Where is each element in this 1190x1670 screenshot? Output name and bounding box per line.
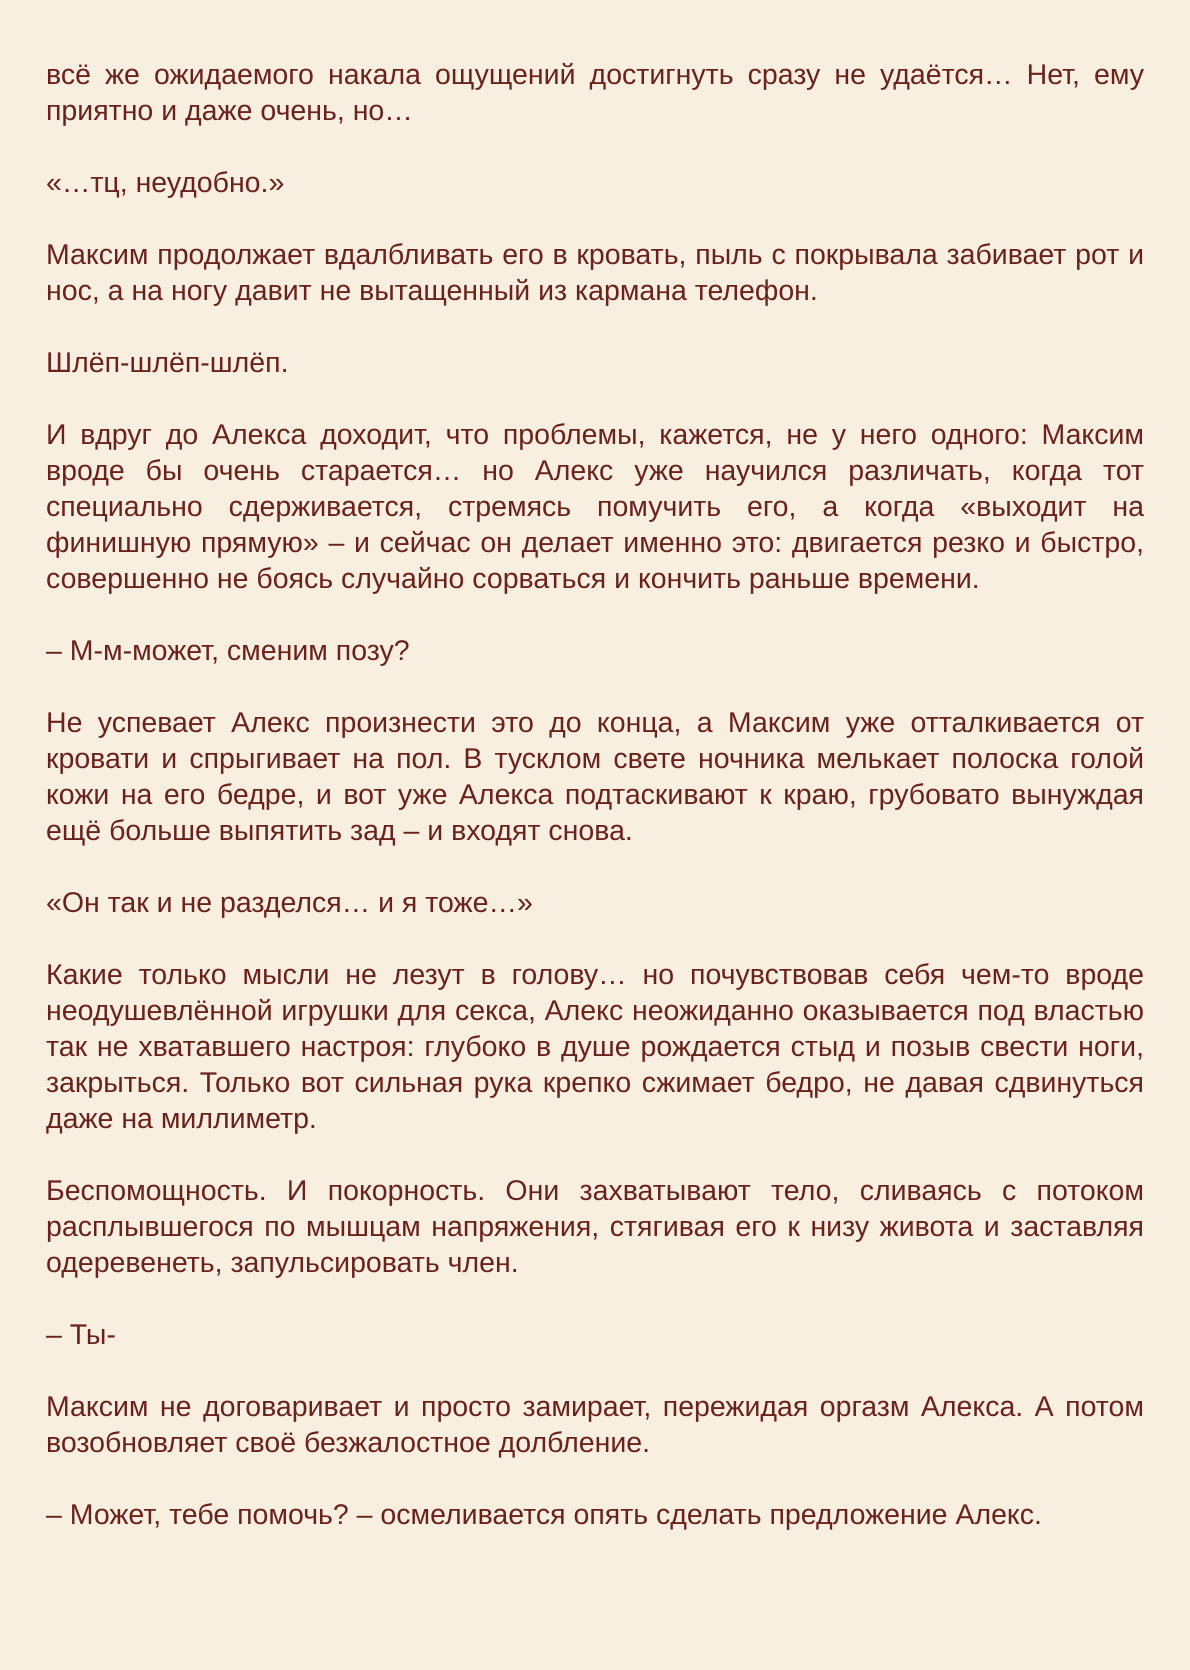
paragraph: Беспомощность. И покорность. Они захватывают тело, сливаясь с потоком расплывшегося по мышцам напряжения, стягивая его к низу живота и заставляя одеревенеть, запульсировать член. (46, 1175, 1144, 1279)
paragraph: Максим не договаривает и просто замирает, пережидая оргазм Алекса. А потом возобновляет своё безжалостное долбление. (46, 1391, 1144, 1459)
paragraph: «Он так и не разделся… и я тоже…» (46, 887, 533, 919)
paragraph: – М-м-может, сменим позу? (46, 635, 410, 667)
paragraph: «…тц, неудобно.» (46, 167, 285, 199)
paragraph: Какие только мысли не лезут в голову… но почувствовав себя чем-то вроде неодушевлённой игрушки для секса, Алекс неожиданно оказывается под властью так не хватавшего настроя: глубоко в душе рождается стыд и позыв свести ноги, закрыться. Только вот сильная рука крепко сжимает бедро, не давая сдвинуться даже на миллиметр. (46, 959, 1144, 1135)
paragraph: – Ты- (46, 1319, 116, 1351)
paragraph: – Может, тебе помочь? – осмеливается опять сделать предложение Алекс. (46, 1499, 1042, 1531)
paragraph: И вдруг до Алекса доходит, что проблемы, кажется, не у него одного: Максим вроде бы очень старается… но Алекс уже научился различать, когда тот специально сдерживается, стремясь помучить его, а когда «выходит на финишную прямую» – и сейчас он делает именно это: двигается резко и быстро, совершенно не боясь случайно сорваться и кончить раньше времени. (46, 419, 1144, 595)
paragraph: Шлёп-шлёп-шлёп. (46, 347, 289, 379)
paragraph: Максим продолжает вдалбливать его в кровать, пыль с покрывала забивает рот и нос, а на ногу давит не вытащенный из кармана телефон. (46, 239, 1144, 307)
paragraph: Не успевает Алекс произнести это до конца, а Максим уже отталкивается от кровати и спрыгивает на пол. В тусклом свете ночника мелькает полоска голой кожи на его бедре, и вот уже Алекса подтаскивают к краю, грубовато вынуждая ещё больше выпятить зад – и входят снова. (46, 707, 1144, 847)
paragraph: всё же ожидаемого накала ощущений достигнуть сразу не удаётся… Нет, ему приятно и даже очень, но… (46, 59, 1144, 127)
